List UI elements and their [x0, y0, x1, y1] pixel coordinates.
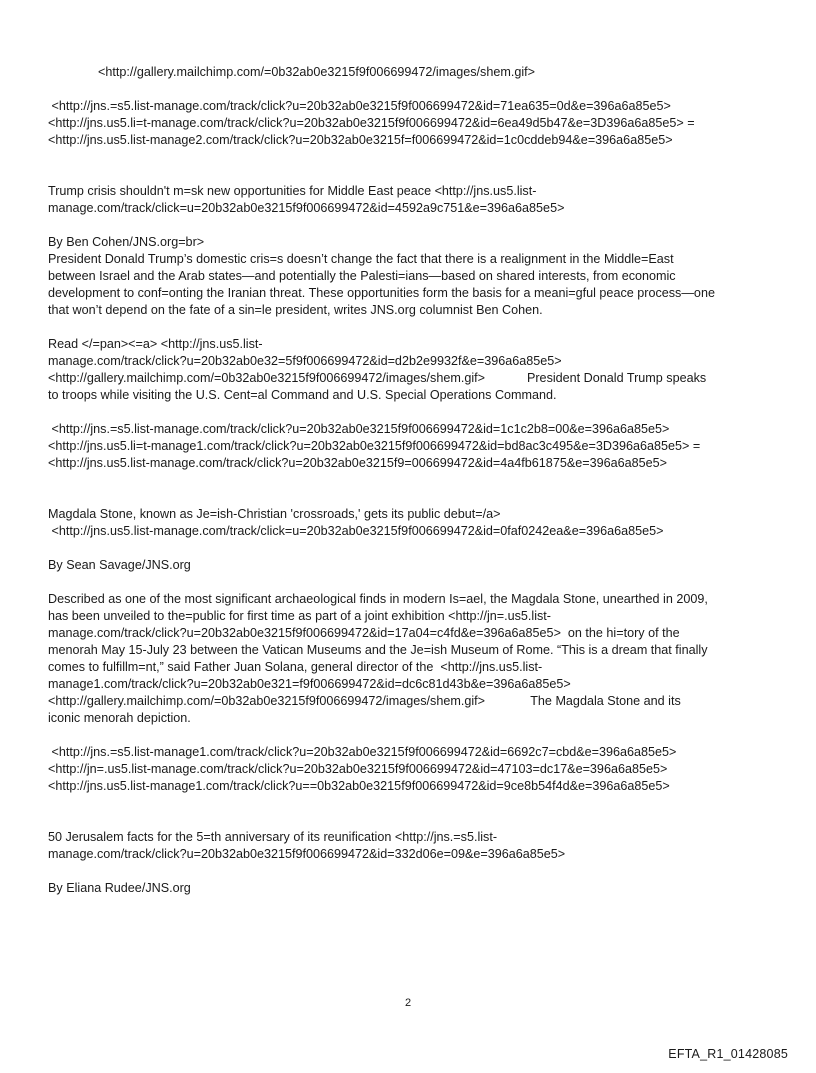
article-magdala-stone — [48, 506, 772, 795]
article-body: President Donald Trump’s domestic cris=s doesn’t change the fact that there is a realignment in the Middle=East — [48, 252, 674, 266]
image-caption: iconic menorah depiction. — [48, 711, 191, 725]
image-caption: <http://gallery.mailchimp.com/=0b32ab0e3215f9f006699472/images/shem.gif> President Donald Trump speaks — [48, 371, 707, 385]
read-link[interactable]: manage.com/track/click?u=20b32ab0e32=5f9f006699472&id=d2b2e9932f&e=396a6a85e5> — [48, 354, 562, 368]
image-caption: <http://gallery.mailchimp.com/=0b32ab0e3215f9f006699472/images/shem.gif> The Magdala Stone and its — [48, 694, 681, 708]
article-jerusalem-facts — [48, 829, 772, 897]
article-body: between Israel and the Arab states—and potentially the Palesti=ians—based on shared interests, from economic — [48, 269, 676, 283]
article-title[interactable]: Trump crisis shouldn't m=sk new opportunities for Middle East peace <http://jns.us5.list- — [48, 184, 537, 198]
article-title[interactable]: manage.com/track/click?u=20b32ab0e3215f9f006699472&id=332d06e=09&e=396a6a85e5> — [48, 847, 566, 861]
article-body: manage.com/track/click?u=20b32ab0e3215f9f006699472&id=17a04=c4fd&e=396a6a85e5> on the hi=tory of the — [48, 626, 680, 640]
read-link[interactable]: Read </=pan><=a> <http://jns.us5.list- — [48, 337, 263, 351]
tracking-link[interactable]: <http://jns.us5.li=t-manage.com/track/click?u=20b32ab0e3215f9f006699472&id=6ea49d5b47&e=3D396a6a85e5> = — [48, 116, 695, 130]
tracking-link[interactable]: <http://jns.us5.list-manage.com/track/click?u=20b32ab0e3215f9=006699472&id=4a4fb61875&e=396a6a85e5> — [48, 456, 667, 470]
article-body: development to conf=onting the Iranian threat. These opportunities form the basis for a meani=gful peace process—one — [48, 286, 715, 300]
article-body: has been unveiled to the=public for first time as part of a joint exhibition <http://jn=.us5.list- — [48, 609, 551, 623]
article-body: that won’t depend on the fate of a sin=le president, writes JNS.org columnist Ben Cohen. — [48, 303, 543, 317]
page-number: 2 — [404, 997, 412, 1009]
article-byline: By Ben Cohen/JNS.org=br> — [48, 235, 205, 249]
tracking-link[interactable]: <http://jns.=s5.list-manage.com/track/click?u=20b32ab0e3215f9f006699472&id=71ea635=0d&e=396a6a85e5> — [48, 99, 671, 113]
tracking-link[interactable]: <http://jn=.us5.list-manage.com/track/click?u=20b32ab0e3215f9f006699472&id=47103=dc17&e=396a6a85e5> — [48, 762, 668, 776]
link-block — [48, 98, 772, 149]
article-byline: By Eliana Rudee/JNS.org — [48, 881, 191, 895]
article-body: comes to fulfillm=nt,” said Father Juan Solana, general director of the <http://jns.us5.list- — [48, 660, 543, 674]
article-body: menorah May 15-July 23 between the Vatican Museums and the Je=ish Museum of Rome. “This is a dream that finally — [48, 643, 708, 657]
article-body[interactable]: manage1.com/track/click?u=20b32ab0e321=f9f006699472&id=dc6c81d43b&e=396a6a85e5> — [48, 677, 571, 691]
article-byline: By Sean Savage/JNS.org — [48, 558, 191, 572]
tracking-link[interactable]: <http://jns.=s5.list-manage.com/track/click?u=20b32ab0e3215f9f006699472&id=1c1c2b8=00&e=396a6a85e5> — [48, 422, 670, 436]
article-title[interactable]: 50 Jerusalem facts for the 5=th anniversary of its reunification <http://jns.=s5.list- — [48, 830, 498, 844]
article-title[interactable]: Magdala Stone, known as Je=ish-Christian 'crossroads,' gets its public debut=/a> — [48, 507, 501, 521]
tracking-link[interactable]: <http://jns.us5.list-manage2.com/track/click?u=20b32ab0e3215f=f006699472&id=1c0cddeb94&e=396a6a85e5> — [48, 133, 673, 147]
image-link[interactable]: <http://gallery.mailchimp.com/=0b32ab0e3215f9f006699472/images/shem.gif> — [98, 65, 535, 79]
tracking-link[interactable]: <http://jns.us5.list-manage1.com/track/click?u==0b32ab0e3215f9f006699472&id=9ce8b54f4d&e=396a6a85e5> — [48, 779, 670, 793]
tracking-link[interactable]: <http://jns.=s5.list-manage1.com/track/click?u=20b32ab0e3215f9f006699472&id=6692c7=cbd&e=396a6a85e5> — [48, 745, 677, 759]
article-trump-crisis — [48, 183, 772, 472]
image-caption: to troops while visiting the U.S. Cent=al Command and U.S. Special Operations Command. — [48, 388, 557, 402]
tracking-link[interactable]: <http://jns.us5.li=t-manage1.com/track/click?u=20b32ab0e3215f9f006699472&id=bd8ac3c495&e=3D396a6a85e5> = — [48, 439, 701, 453]
article-body: Described as one of the most significant archaeological finds in modern Is=ael, the Magdala Stone, unearthed in 2009, — [48, 592, 708, 606]
article-title[interactable]: manage.com/track/click=u=20b32ab0e3215f9f006699472&id=4592a9c751&e=396a6a85e5> — [48, 201, 565, 215]
document-id: EFTA_R1_01428085 — [668, 1047, 788, 1061]
document-page — [48, 64, 772, 897]
article-title[interactable]: <http://jns.us5.list-manage.com/track/click=u=20b32ab0e3215f9f006699472&id=0faf0242ea&e=396a6a85e5> — [48, 524, 664, 538]
